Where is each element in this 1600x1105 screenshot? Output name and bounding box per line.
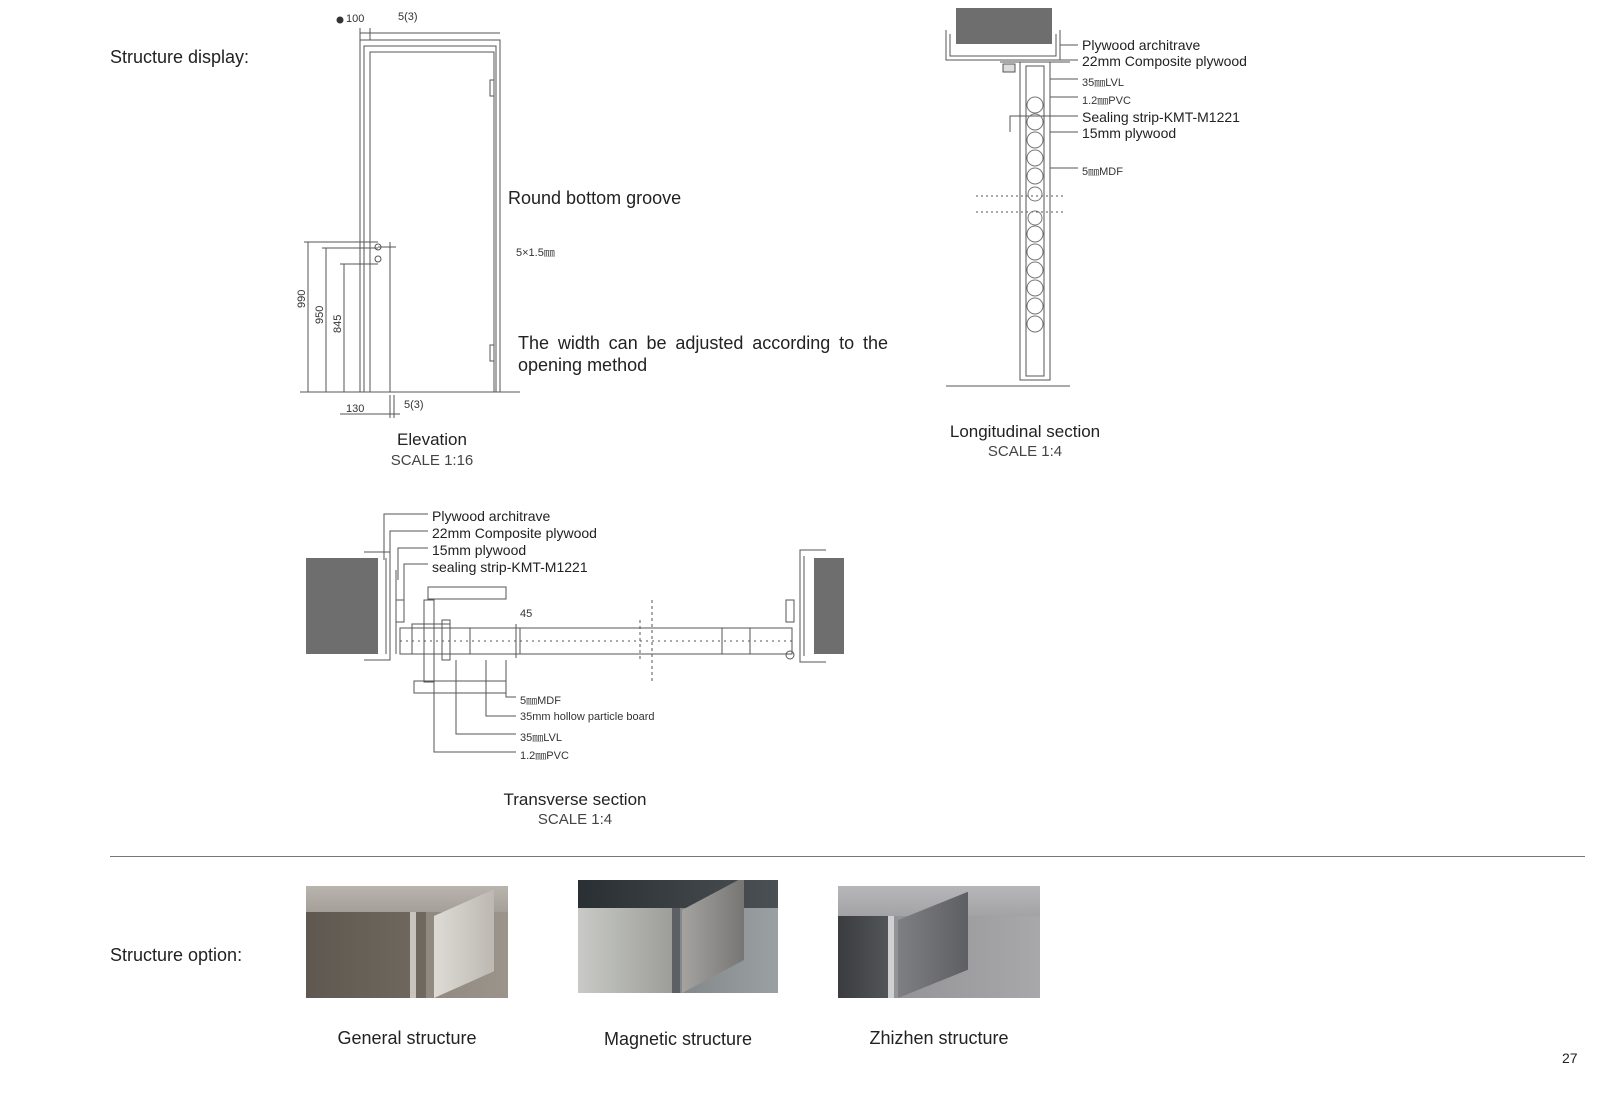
structure-display-label: Structure display: — [110, 47, 250, 67]
trans-dim-45: 45 — [520, 608, 533, 620]
long-label-4: 1.2㎜PVC — [1082, 95, 1131, 107]
transverse-section-drawing — [0, 0, 900, 780]
trans-bottom-label-1: 5㎜MDF — [520, 695, 561, 707]
width-note: The width can be adjusted according to the opening method — [518, 333, 888, 375]
longitudinal-title: Longitudinal section — [949, 422, 1101, 441]
zhizhen-structure-image — [838, 886, 1040, 998]
dim-bottom-gap: 5(3) — [404, 399, 424, 411]
trans-top-label-1: Plywood architrave — [432, 508, 551, 524]
trans-top-label-3: 15mm plywood — [432, 542, 527, 558]
transverse-title: Transverse section — [503, 790, 647, 809]
option-caption-general: General structure — [337, 1028, 477, 1048]
dim-990: 990 — [296, 289, 308, 308]
elevation-title: Elevation — [397, 430, 467, 449]
option-caption-magnetic: Magnetic structure — [603, 1029, 753, 1049]
long-label-1: Plywood architrave — [1082, 37, 1201, 53]
trans-bottom-label-2: 35mm hollow particle board — [520, 711, 655, 723]
trans-top-label-2: 22mm Composite plywood — [432, 525, 597, 541]
long-label-7: 5㎜MDF — [1082, 166, 1123, 178]
long-label-2: 22mm Composite plywood — [1082, 53, 1247, 69]
dim-top-gap: 5(3) — [398, 11, 418, 23]
trans-bottom-label-3: 35㎜LVL — [520, 732, 562, 744]
groove-size: 5×1.5㎜ — [516, 247, 555, 259]
longitudinal-scale: SCALE 1:4 — [987, 443, 1063, 460]
dim-950: 950 — [314, 305, 326, 324]
section-divider — [110, 856, 1585, 857]
general-structure-image — [306, 886, 508, 998]
long-label-5: Sealing strip-KMT-M1221 — [1082, 109, 1240, 125]
groove-title: Round bottom groove — [508, 188, 682, 208]
structure-option-label: Structure option: — [110, 945, 243, 965]
transverse-scale: SCALE 1:4 — [537, 811, 613, 828]
dim-845: 845 — [332, 314, 344, 333]
elevation-scale: SCALE 1:16 — [390, 452, 474, 469]
magnetic-structure-image — [578, 880, 778, 993]
option-caption-zhizhen: Zhizhen structure — [869, 1028, 1009, 1048]
dim-top-left: 100 — [346, 13, 365, 25]
long-label-6: 15mm plywood — [1082, 125, 1177, 141]
trans-top-label-4: sealing strip-KMT-M1221 — [432, 559, 588, 575]
trans-bottom-label-4: 1.2㎜PVC — [520, 750, 569, 762]
dim-bottom-left: 130 — [346, 403, 365, 415]
page-number: 27 — [1562, 1050, 1578, 1066]
long-label-3: 35㎜LVL — [1082, 77, 1124, 89]
